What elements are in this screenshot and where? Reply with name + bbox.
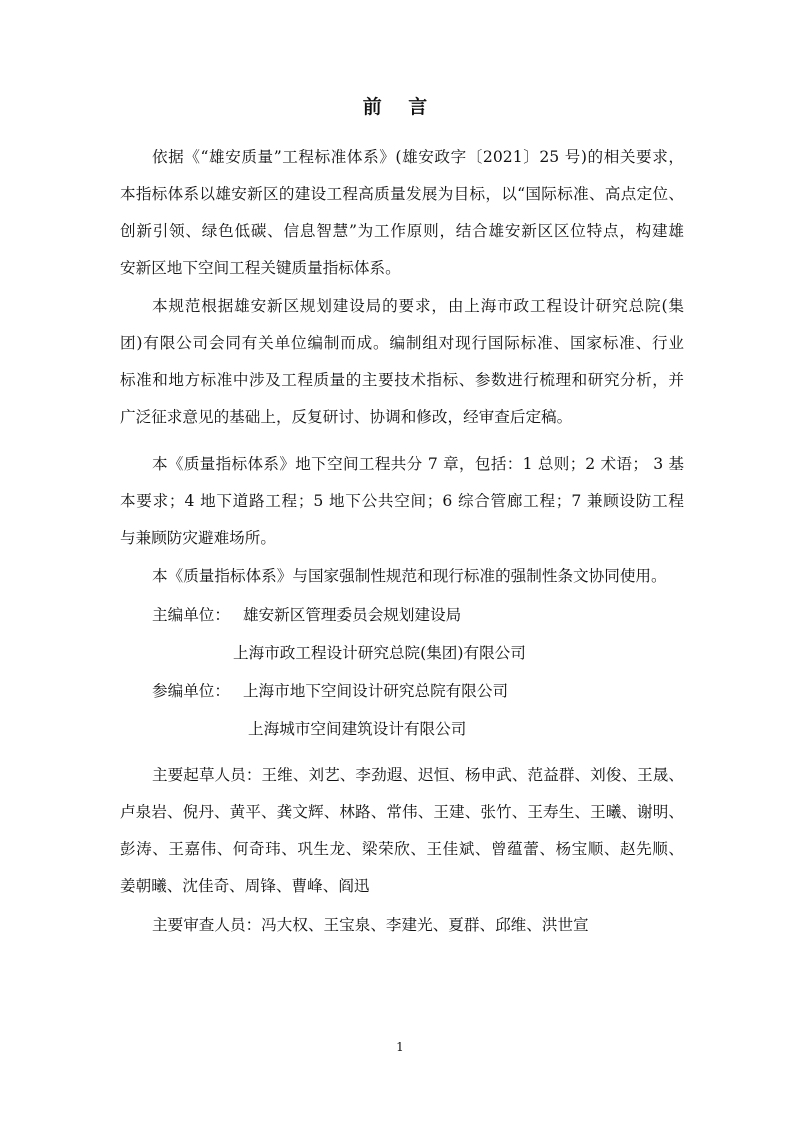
chief-editor-label: 主编单位： [152, 606, 230, 624]
drafters-line-3: 彭涛、王嘉伟、何奇玮、巩生龙、梁荣欣、王佳斌、曾蕴蕾、杨宝顺、赵先顺、 [120, 840, 684, 858]
drafters-line-1: 主要起草人员：王维、刘艺、李劲遐、迟恒、杨申武、范益群、刘俊、王晟、 [152, 766, 684, 784]
drafters-line-2: 卢泉岩、倪丹、黄平、龚文辉、林路、常伟、王建、张竹、王寿生、王曦、谢明、 [120, 803, 684, 821]
chief-editor-row [152, 605, 461, 625]
paragraph-2-line-4: 广泛征求意见的基础上，反复研讨、协调和修改，经审查后定稿。 [120, 408, 573, 426]
paragraph-2-line-2: 团)有限公司会同有关单位编制而成。编制组对现行国际标准、国家标准、行业 [120, 334, 684, 352]
page-number: 1 [396, 1040, 404, 1054]
reviewers-line: 主要审查人员：冯大权、王宝泉、李建光、夏群、邱维、洪世宣 [152, 916, 589, 934]
participating-unit-row [152, 681, 508, 701]
paragraph-3-line-3: 与兼顾防灾避难场所。 [120, 529, 276, 547]
participating-unit-label: 参编单位： [152, 682, 230, 700]
paragraph-1-line-2: 本指标体系以雄安新区的建设工程高质量发展为目标，以“国际标准、高点定位、 [120, 185, 684, 203]
chief-editor-unit-1: 雄安新区管理委员会规划建设局 [242, 606, 462, 624]
paragraph-2-line-1: 本规范根据雄安新区规划建设局的要求，由上海市政工程设计研究总院(集 [152, 297, 684, 315]
page-title: 前 言 [362, 96, 438, 118]
paragraph-1-line-3: 创新引领、绿色低碳、信息智慧”为工作原则，结合雄安新区区位特点，构建雄 [120, 222, 684, 240]
paragraph-3-line-2: 本要求；4 地下道路工程；5 地下公共空间；6 综合管廊工程；7 兼顾设防工程 [120, 492, 684, 510]
paragraph-1-line-1: 依据《“雄安质量”工程标准体系》(雄安政字〔2021〕25 号)的相关要求， [152, 148, 684, 166]
paragraph-4-line-1: 本《质量指标体系》与国家强制性规范和现行标准的强制性条文协同使用。 [152, 567, 667, 585]
participating-unit-2: 上海城市空间建筑设计有限公司 [248, 720, 467, 738]
participating-unit-1: 上海市地下空间设计研究总院有限公司 [242, 682, 509, 700]
chief-editor-unit-2: 上海市政工程设计研究总院(集团)有限公司 [233, 644, 526, 662]
drafters-line-4: 姜朝曦、沈佳奇、周锋、曹峰、阎迅 [120, 877, 370, 895]
paragraph-1-line-4: 安新区地下空间工程关键质量指标体系。 [120, 259, 401, 277]
paragraph-3-line-1: 本《质量指标体系》地下空间工程共分 7 章，包括：1 总则；2 术语； 3 基 [152, 455, 684, 473]
paragraph-2-line-3: 标准和地方标准中涉及工程质量的主要技术指标、参数进行梳理和研究分析，并 [120, 371, 684, 389]
